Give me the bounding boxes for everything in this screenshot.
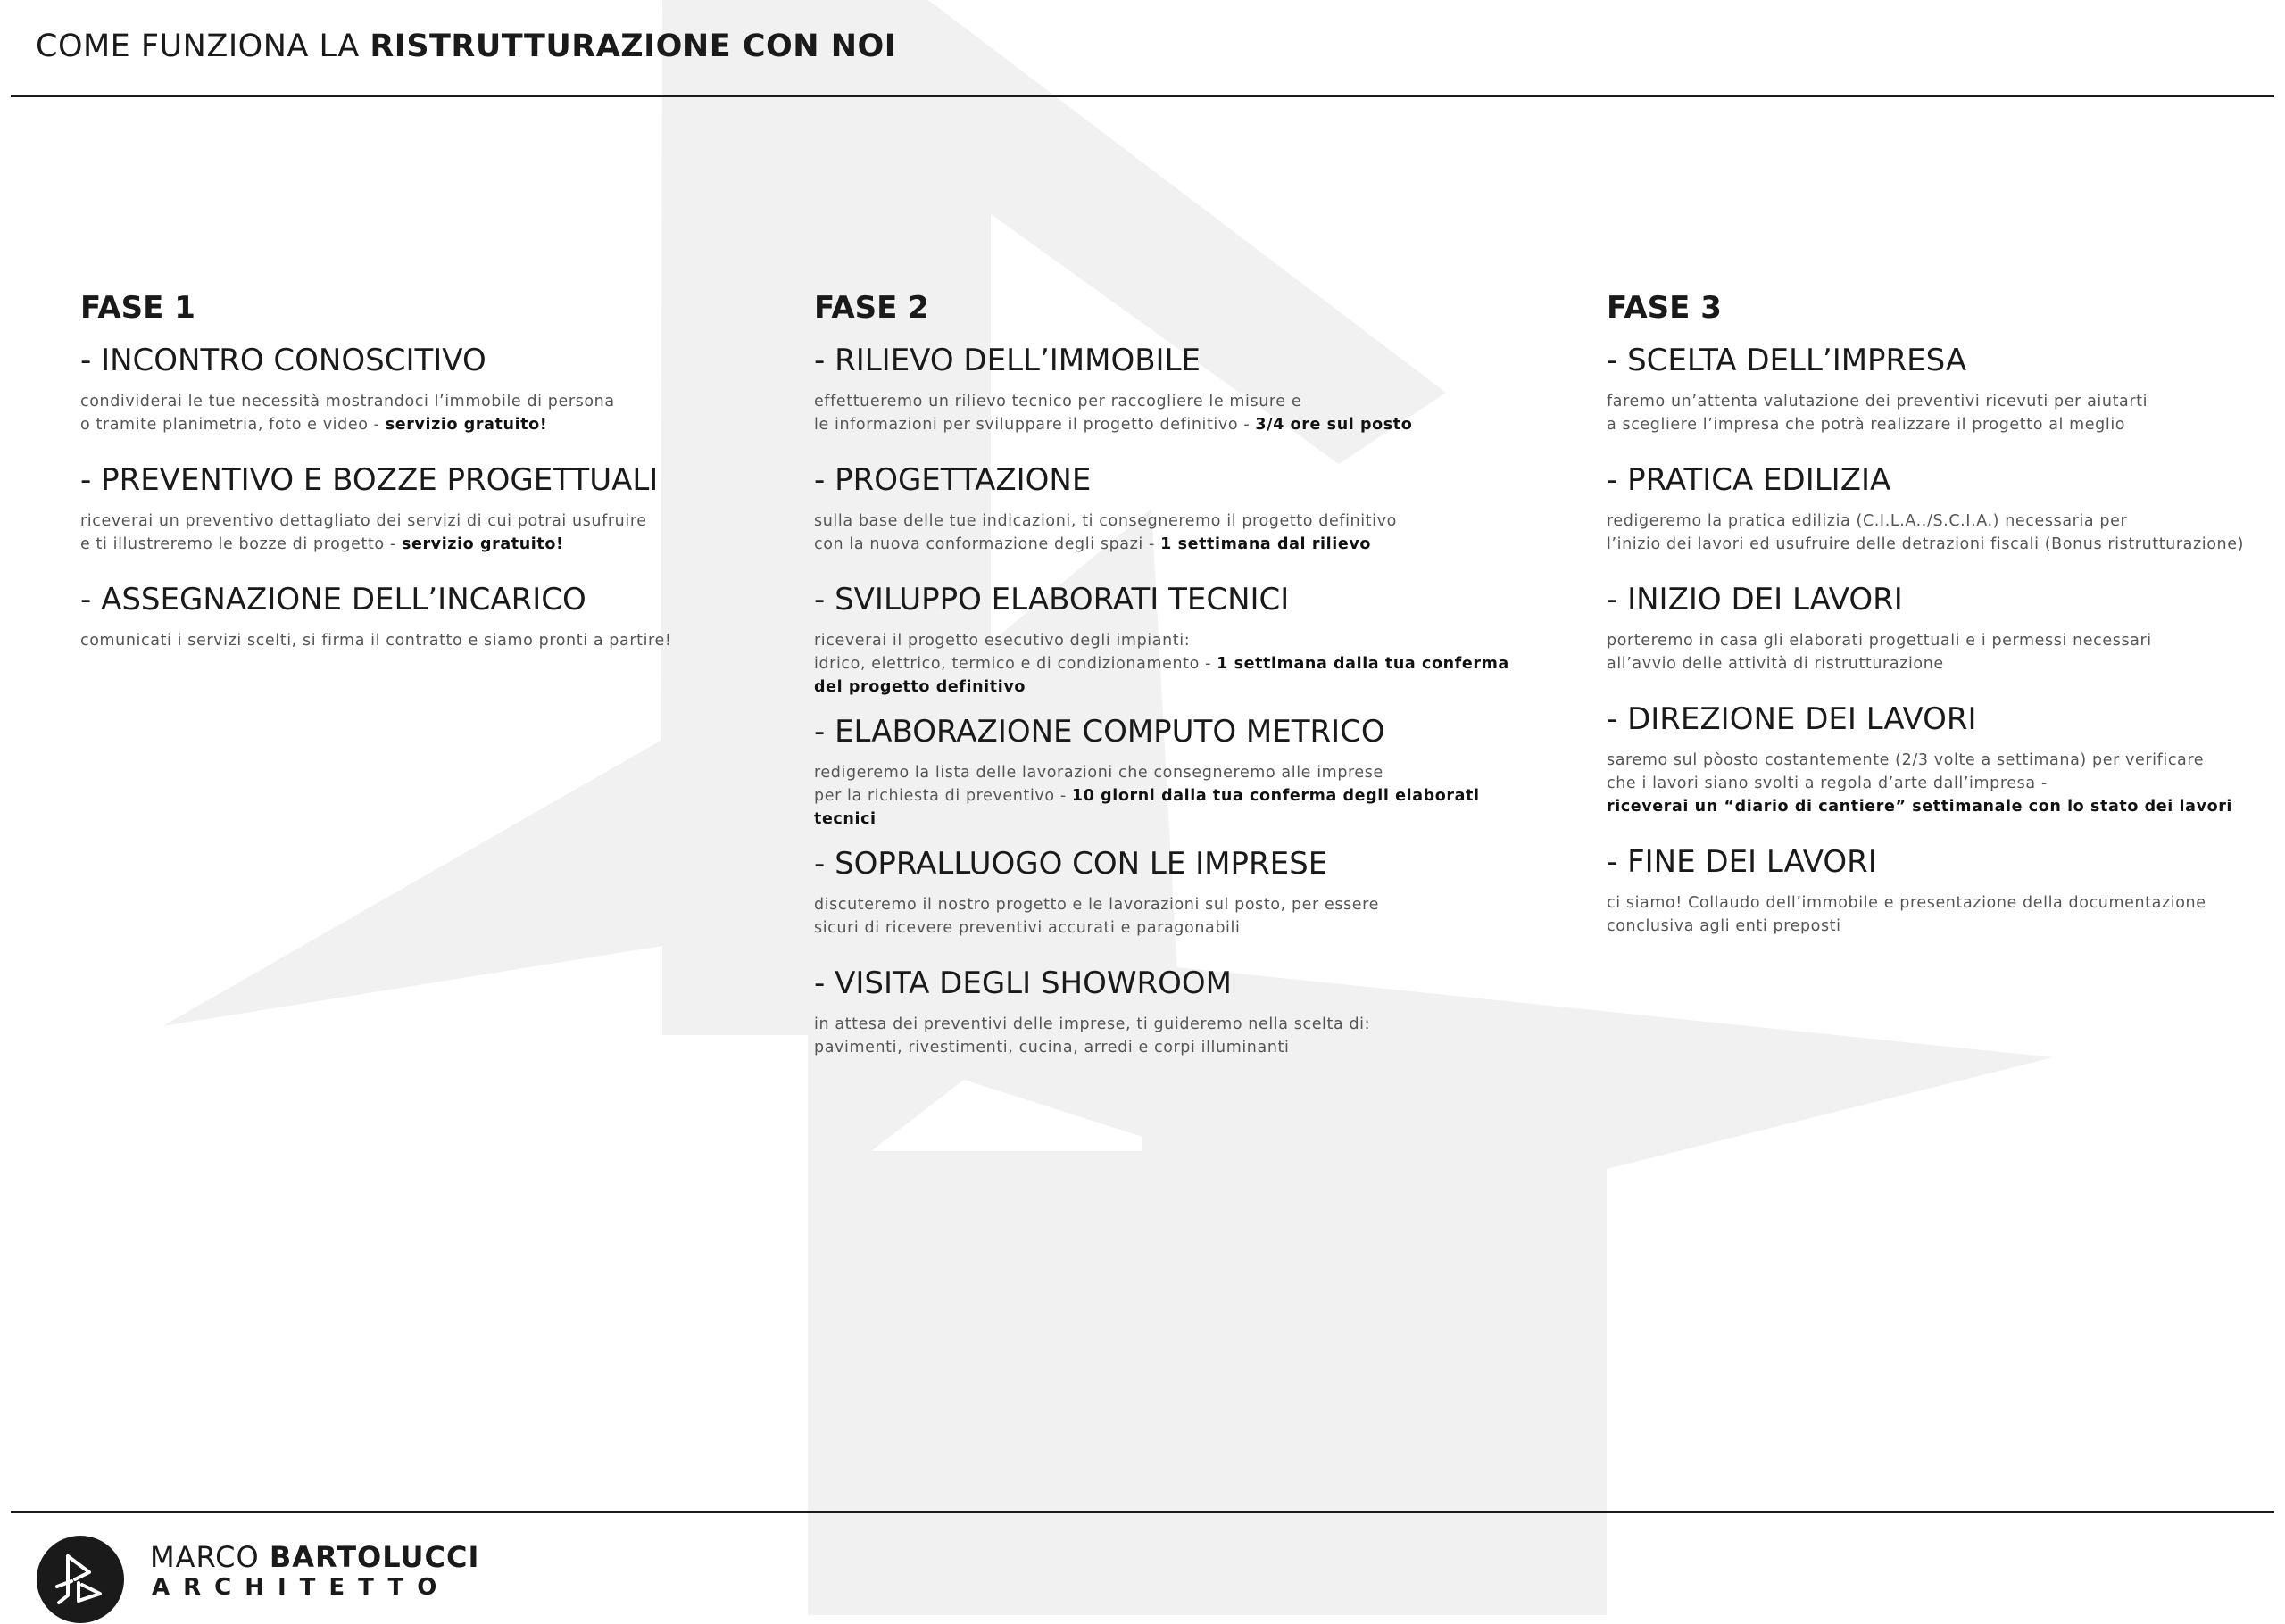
step-title: - PRATICA EDILIZIA (1607, 462, 1891, 498)
phase-3-step-1 (1607, 342, 2267, 436)
footer-first-name: MARCO (150, 1540, 260, 1574)
step-title: - RILIEVO DELL’IMMOBILE (814, 343, 1201, 378)
desc-highlight: 10 giorni dalla tua conferma degli elaborati tecnici (814, 787, 1480, 828)
step-description (1607, 891, 2267, 938)
step-description (814, 390, 1528, 436)
desc-line-1: redigeremo la lista delle lavorazioni che consegneremo alle imprese (814, 764, 1383, 782)
step-description (814, 761, 1528, 831)
phase-1-step-2 (80, 461, 777, 556)
step-title: - PREVENTIVO E BOZZE PROGETTUALI (80, 462, 659, 498)
step-description (80, 629, 777, 652)
desc-highlight: riceverai un “diario di cantiere” settimanale con lo stato dei lavori (1607, 798, 2233, 816)
step-description (1607, 390, 2267, 436)
phase-2-title: FASE 2 (814, 290, 929, 326)
phase-3-step-5 (1607, 843, 2267, 938)
phase-2-column (814, 290, 1528, 1084)
step-title: - SVILUPPO ELABORATI TECNICI (814, 582, 1290, 617)
desc-line-2: all’avvio delle attività di ristrutturazione (1607, 655, 1944, 673)
phase-1-column (80, 290, 777, 677)
desc-highlight: servizio gratuito! (401, 535, 564, 553)
desc-line-1: porteremo in casa gli elaborati progettuali e i permessi necessari (1607, 632, 2152, 650)
footer-name (150, 1540, 479, 1574)
desc-line-2: l’inizio dei lavori ed usufruire delle detrazioni fiscali (Bonus ristrutturazione) (1607, 535, 2245, 553)
step-title: - DIREZIONE DEI LAVORI (1607, 701, 1977, 737)
desc-line-2: con la nuova conformazione degli spazi - (814, 535, 1155, 553)
step-title: - SCELTA DELL’IMPRESA (1607, 343, 1967, 378)
page-title-prefix: COME FUNZIONA LA (36, 29, 360, 64)
step-description (80, 390, 777, 436)
step-title: - VISITA DEGLI SHOWROOM (814, 965, 1232, 1001)
desc-line-1: ci siamo! Collaudo dell’immobile e presentazione della documentazione (1607, 894, 2206, 912)
step-title: - FINE DEI LAVORI (1607, 844, 1877, 880)
desc-line-1: saremo sul pòosto costantemente (2/3 volte a settimana) per verificare (1607, 751, 2205, 769)
desc-line-1: riceverai un preventivo dettagliato dei servizi di cui potrai usufruire (80, 512, 647, 530)
step-title: - INCONTRO CONOSCITIVO (80, 343, 486, 378)
desc-line-2: sicuri di ricevere preventivi accurati e paragonabili (814, 919, 1241, 937)
desc-line-2: che i lavori siano svolti a regola d’arte dall’impresa - (1607, 775, 2048, 792)
phase-2-step-4 (814, 713, 1528, 831)
footer-divider (11, 1511, 2274, 1513)
step-title: - INIZIO DEI LAVORI (1607, 582, 1903, 617)
desc-line-1: comunicati i servizi scelti, si firma il contratto e siamo pronti a partire! (80, 632, 672, 650)
desc-line-2: le informazioni per sviluppare il progetto definitivo - (814, 416, 1251, 434)
desc-line-1: faremo un’attenta valutazione dei preventivi ricevuti per aiutarti (1607, 393, 2148, 410)
desc-line-1: effettueremo un rilievo tecnico per raccogliere le misure e (814, 393, 1302, 410)
phase-1-step-1 (80, 342, 777, 436)
step-description (814, 629, 1528, 699)
desc-line-1: redigeremo la pratica edilizia (C.I.L.A../S.C.I.A.) necessaria per (1607, 512, 2128, 530)
phase-2-step-6 (814, 965, 1528, 1059)
phase-2-step-1 (814, 342, 1528, 436)
step-description (814, 893, 1528, 940)
desc-line-2: e ti illustreremo le bozze di progetto - (80, 535, 396, 553)
step-description (814, 510, 1528, 556)
step-title: - ASSEGNAZIONE DELL’INCARICO (80, 582, 586, 617)
desc-line-1: condividerai le tue necessità mostrandoci l’immobile di persona (80, 393, 615, 410)
desc-line-1: riceverai il progetto esecutivo degli impianti: (814, 632, 1191, 650)
desc-line-1: sulla base delle tue indicazioni, ti consegneremo il progetto definitivo (814, 512, 1397, 530)
header-divider (11, 95, 2274, 97)
step-title: - PROGETTAZIONE (814, 462, 1092, 498)
desc-line-2: a scegliere l’impresa che potrà realizzare il progetto al meglio (1607, 416, 2126, 434)
desc-line-2: o tramite planimetria, foto e video - (80, 416, 380, 434)
step-description (1607, 629, 2267, 675)
desc-line-2: conclusiva agli enti preposti (1607, 917, 1841, 935)
desc-highlight: 1 settimana dal rilievo (1160, 535, 1371, 553)
phase-1-step-3 (80, 581, 777, 652)
phase-1-title: FASE 1 (80, 290, 195, 326)
desc-line-2: pavimenti, rivestimenti, cucina, arredi e corpi illuminanti (814, 1039, 1290, 1056)
mb-logo-icon (36, 1535, 125, 1624)
phase-3-step-2 (1607, 461, 2267, 556)
footer-role: ARCHITETTO (152, 1574, 451, 1601)
desc-line-2: per la richiesta di preventivo - (814, 787, 1067, 805)
desc-highlight: servizio gratuito! (385, 416, 548, 434)
step-title: - ELABORAZIONE COMPUTO METRICO (814, 714, 1385, 750)
desc-highlight: 3/4 ore sul posto (1255, 416, 1413, 434)
step-description (814, 1013, 1528, 1059)
step-title: - SOPRALLUOGO CON LE IMPRESE (814, 846, 1328, 882)
phase-2-step-5 (814, 845, 1528, 940)
phase-3-step-3 (1607, 581, 2267, 675)
phase-3-column (1607, 290, 2267, 963)
phase-2-step-2 (814, 461, 1528, 556)
step-description (1607, 749, 2267, 818)
step-description (1607, 510, 2267, 556)
page-title-bold: RISTRUTTURAZIONE CON NOI (370, 29, 897, 64)
step-description (80, 510, 777, 556)
desc-line-2: idrico, elettrico, termico e di condizionamento - (814, 655, 1211, 673)
page-title (36, 29, 896, 64)
desc-line-1: in attesa dei preventivi delle imprese, ti guideremo nella scelta di: (814, 1015, 1371, 1033)
phase-3-title: FASE 3 (1607, 290, 1722, 326)
desc-highlight: 1 settimana dalla tua conferma del progetto definitivo (814, 655, 1509, 696)
phase-3-step-4 (1607, 700, 2267, 818)
desc-line-1: discuteremo il nostro progetto e le lavorazioni sul posto, per essere (814, 896, 1379, 914)
phase-2-step-3 (814, 581, 1528, 699)
footer-last-name: BARTOLUCCI (269, 1540, 480, 1574)
